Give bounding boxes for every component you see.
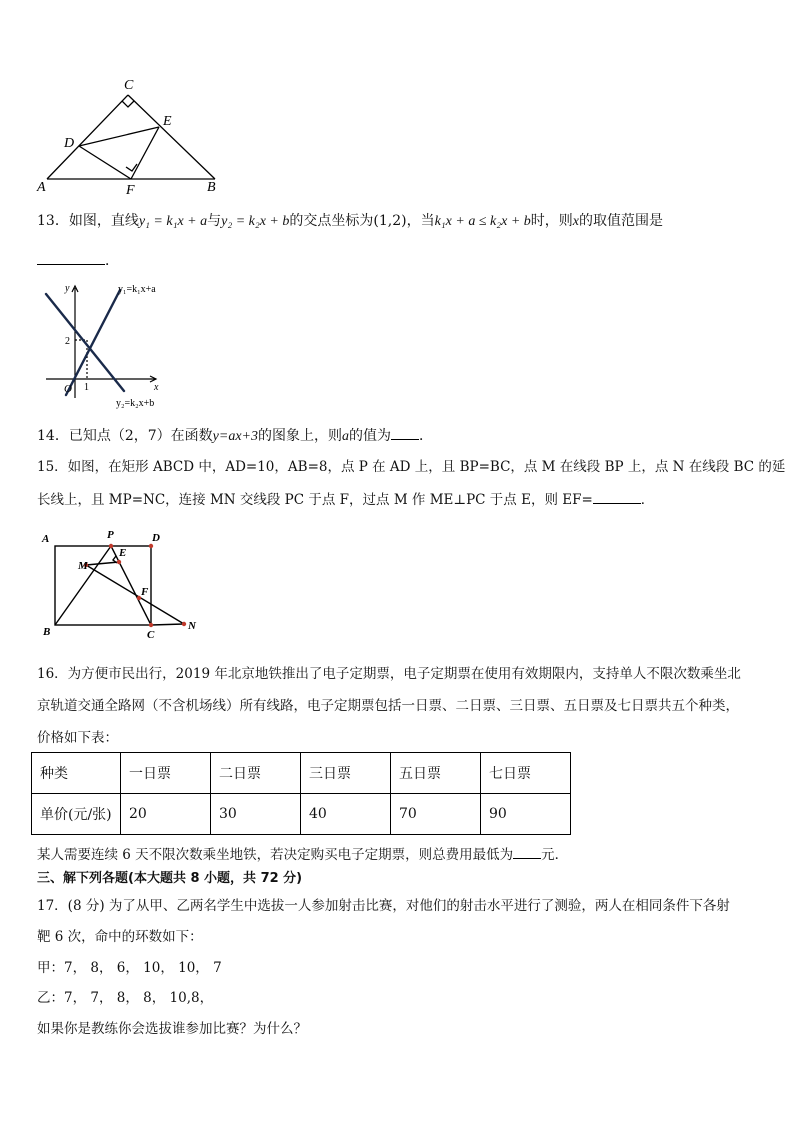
label-E: E: [163, 114, 172, 129]
table-cell: 70: [391, 794, 481, 835]
q17-line2: 靶 6 次，命中的环数如下：: [37, 929, 203, 945]
table-cell: 40: [301, 794, 391, 835]
table-cell: 单价(元/张): [32, 794, 121, 835]
q16-after-end: 元．: [541, 847, 569, 863]
label-D: D: [152, 532, 160, 544]
table-cell: 七日票: [481, 753, 571, 794]
q14-var: a: [341, 429, 349, 444]
tick-y-2: 2: [65, 336, 70, 347]
q15-line2: [37, 489, 654, 510]
q13-eq1: y₁ = k₁x + a: [138, 214, 208, 229]
q13-t5: 时，则: [530, 213, 573, 229]
table-cell: 30: [211, 794, 301, 835]
q14-t1: 已知点（2，7）在函数: [68, 428, 213, 444]
q17-jia: 甲：7， 8， 6， 10， 10， 7: [37, 960, 222, 976]
label-M: M: [78, 560, 88, 572]
label-N: N: [188, 620, 196, 632]
q14-text: [37, 425, 433, 447]
price-table: [31, 752, 571, 835]
point-N: [182, 622, 186, 626]
q15-line1: 15．如图，在矩形 ABCD 中，AD=10，AB=8，点 P 在 AD 上，且 BP=BC，点 M 在线段 BP 上，点 N 在线段 BC 的延: [37, 459, 786, 475]
label-A: A: [42, 533, 50, 545]
line1-label: y₁=k₁x+a: [118, 284, 156, 295]
q16-line2: 京轨道交通全路网（不含机场线）所有线路，电子定期票包括一日票、二日票、三日票、五日票及七日票共五个种类，: [37, 698, 739, 714]
label-B: B: [207, 180, 216, 195]
line-y2: [46, 294, 124, 391]
q13-blank: [37, 250, 105, 265]
label-D: D: [64, 136, 75, 151]
point-C: [149, 623, 153, 627]
q13-t2: 与: [207, 213, 222, 229]
q17-line1: 17．(8 分) 为了从甲、乙两名学生中选拔一人参加射击比赛，对他们的射击水平进行了测验，两人在相同条件下各射: [37, 898, 730, 914]
q13-t1: 如图，直线: [68, 213, 139, 229]
q14-number: 14．: [37, 428, 69, 444]
q14-end: ．: [418, 428, 433, 444]
label-B: B: [43, 626, 51, 638]
q13-t3: 的交点坐标为: [289, 213, 374, 229]
q13-end: ．: [105, 253, 119, 269]
label-F: F: [126, 183, 135, 198]
q16-line3: 价格如下表：: [37, 730, 118, 746]
line2-label: y₂=k₂x+b: [116, 398, 155, 409]
q14-t2: 的图象上，则: [257, 428, 342, 444]
label-C: C: [147, 629, 155, 641]
q13-inequality: k₁x + a ≤ k₂x + b: [434, 214, 531, 229]
q13-point: (1,2): [373, 213, 407, 229]
origin-label: O: [64, 383, 72, 395]
section-heading: 三、解下列各题(本大题共 8 小题，共 72 分): [37, 871, 303, 886]
table-cell: 种类: [32, 753, 121, 794]
table-cell: 20: [121, 794, 211, 835]
q17-question: 如果你是教练你会选拔谁参加比赛？为什么？: [37, 1021, 307, 1037]
label-F: F: [141, 586, 149, 598]
rectangle-figure: [35, 525, 210, 643]
q16-line1: 16．为方便市民出行，2019 年北京地铁推出了电子定期票，电子定期票在使用有效期限内，支持单人不限次数乘坐北: [37, 666, 741, 682]
point-P: [109, 544, 113, 548]
y-axis-label: y: [65, 283, 70, 294]
label-P: P: [107, 529, 114, 541]
label-E: E: [119, 547, 127, 559]
label-A: A: [37, 180, 46, 195]
table-cell: 三日票: [301, 753, 391, 794]
table-header-row: [32, 753, 571, 794]
q16-after: [37, 844, 568, 865]
table-cell: 五日票: [391, 753, 481, 794]
q14-func: y=ax+3: [212, 429, 258, 444]
q13-answer-line: [37, 250, 119, 271]
q15-line2-text: 长线上，且 MP=NC，连接 MN 交线段 PC 于点 F，过点 M 作 ME⊥PC 于点 E，则 EF=: [37, 492, 593, 508]
q14-t3: 的值为: [348, 428, 391, 444]
q13-t6: 的取值范围是: [578, 213, 663, 229]
table-cell: 90: [481, 794, 571, 835]
q14-blank: [391, 425, 419, 440]
triangle-figure: [30, 74, 230, 198]
x-axis-label: x: [154, 382, 159, 393]
tick-x-1: 1: [84, 382, 89, 393]
table-cell: 一日票: [121, 753, 211, 794]
table-row: [32, 794, 571, 835]
q17-yi: 乙：7， 7， 8， 8， 10,8，: [37, 990, 214, 1006]
linear-graph: [38, 280, 208, 412]
q16-after-text: 某人需要连续 6 天不限次数乘坐地铁，若决定购买电子定期票，则总费用最低为: [37, 847, 514, 863]
label-C: C: [124, 78, 134, 93]
q13-t4: ，当: [406, 213, 435, 229]
q16-blank: [513, 844, 541, 859]
point-E: [117, 560, 121, 564]
q15-end: ．: [640, 492, 655, 508]
q13-eq2: y₂ = k₂x + b: [221, 214, 290, 229]
table-cell: 二日票: [211, 753, 301, 794]
q13-var: x: [572, 214, 579, 229]
point-D: [149, 544, 153, 548]
q13-number: 13．: [37, 213, 69, 229]
q15-blank: [593, 489, 641, 504]
q13-text: [37, 211, 663, 232]
